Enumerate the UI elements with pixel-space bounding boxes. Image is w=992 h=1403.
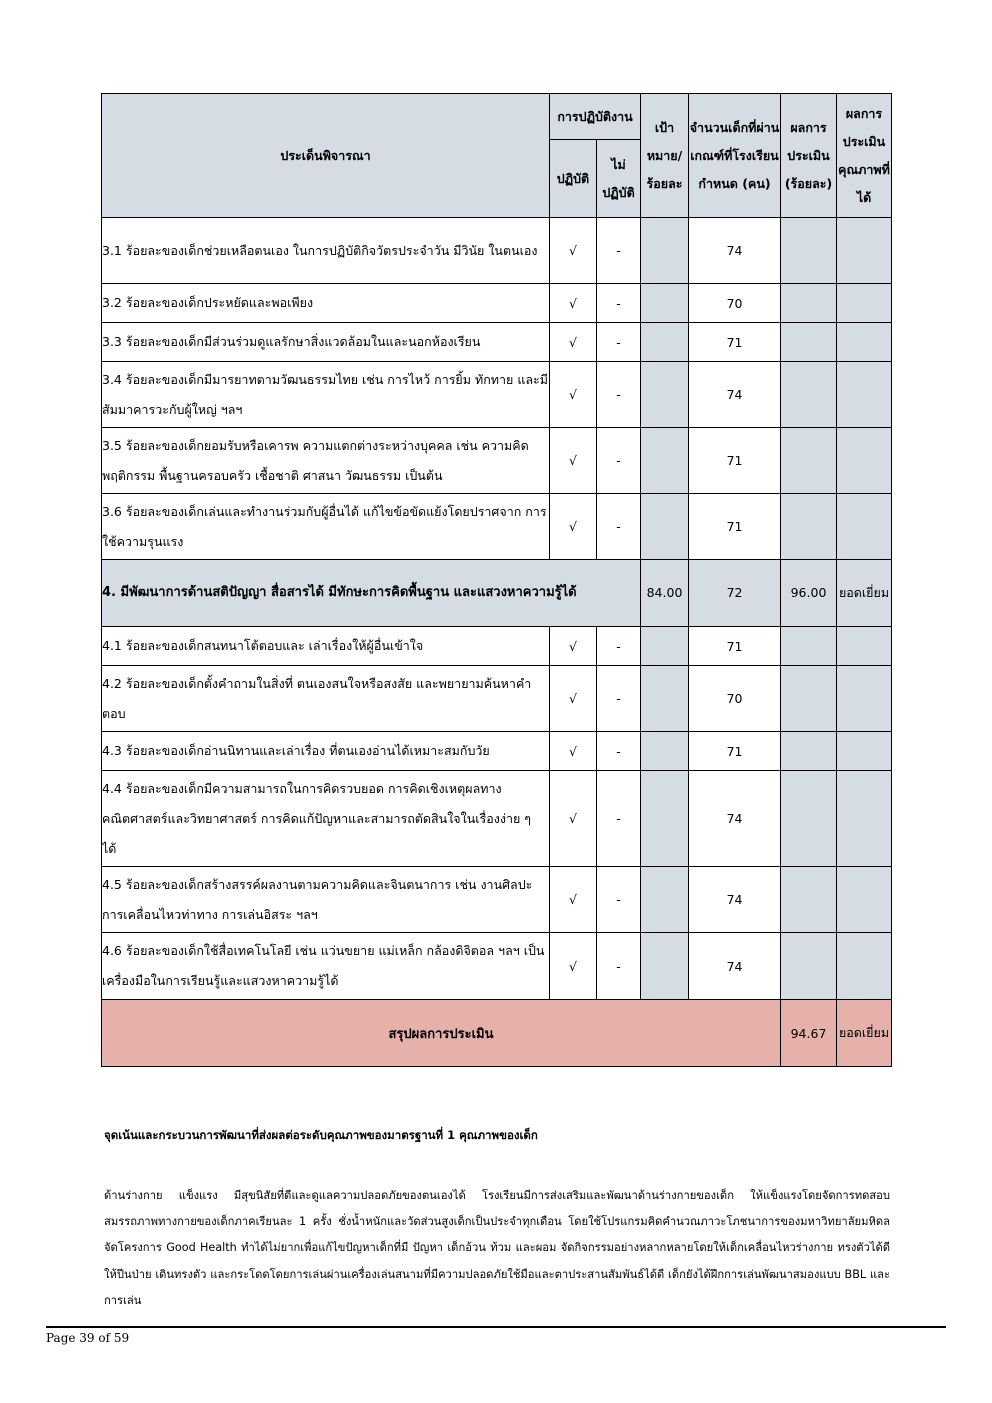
table-row (102, 284, 892, 323)
result-cell (781, 771, 837, 867)
focus-heading: จุดเน้นและกระบวนการพัฒนาที่ส่งผลต่อระดับคุณภาพของมาตรฐานที่ 1 คุณภาพของเด็ก (104, 1128, 538, 1142)
count-cell: 71 (689, 732, 781, 771)
target-cell (641, 771, 689, 867)
body-paragraph: ด้านร่างกาย แข็งแรง มีสุขนิสัยที่ดีและดูแลความปลอดภัยของตนเองได้ โรงเรียนมีการส่งเสริมและพัฒนาด้านร่างกายของเด็ก ให้แข็งแรงโดยจัดการทดสอบสมรรถภาพทางกายของเด็กภาคเรียนละ 1 ครั้ง ชั่งน้ำหนักและวัดส่วนสูงเด็กเป็นประจำทุกเดือน โดยใช้โปรแกรมคิดคำนวณภาวะโภชนาการของมหาวิทยาลัยมหิดลจัดโครงการ Good Health ทำได้ไม่ยากเพื่อแก้ไขปัญหาเด็กที่มี ปัญหา เด็กอ้วน ท้วม และผอม จัดกิจกรรมอย่างหลากหลายโดยให้เด็กเคลื่อนไหวร่างกาย ทรงตัวได้ดีให้ปีนป่าย เดินทรงตัว และกระโดดโดยการเล่นผ่านเครื่องเล่นสนามที่มีความปลอดภัยใช้มือและตาประสานสัมพันธ์ได้ดี เด็กยังได้ฝึกการเล่นพัฒนาสมองแบบ BBL และการเล่น (104, 1189, 890, 1307)
summary-result: 94.67 (781, 1000, 837, 1067)
dash-mark: - (597, 933, 641, 1000)
item-text: 3.1 ร้อยละของเด็กช่วยเหลือตนเอง ในการปฏิบัติกิจวัตรประจำวัน มีวินัย ในตนเอง (102, 218, 550, 284)
quality-cell (837, 771, 892, 867)
summary-row (102, 1000, 892, 1067)
header-practice: การปฏิบัติงาน (550, 94, 641, 140)
target-cell (641, 428, 689, 494)
count-cell: 74 (689, 867, 781, 933)
item-text: 3.2 ร้อยละของเด็กประหยัดและพอเพียง (102, 284, 550, 323)
result-cell (781, 362, 837, 428)
item-text: 3.5 ร้อยละของเด็กยอมรับหรือเคารพ ความแตกต่างระหว่างบุคคล เช่น ความคิด พฤติกรรม พื้นฐานครอบครัว เชื้อชาติ ศาสนา วัฒนธรรม เป็นต้น (102, 428, 550, 494)
count-cell: 74 (689, 771, 781, 867)
table-row (102, 666, 892, 732)
table-row (102, 323, 892, 362)
table-row (102, 732, 892, 771)
table-row (102, 867, 892, 933)
result-cell (781, 323, 837, 362)
item-text: 4.2 ร้อยละของเด็กตั้งคำถามในสิ่งที่ ตนเองสนใจหรือสงสัย และพยายามค้นหาคำตอบ (102, 666, 550, 732)
header-target: เป้าหมาย/ร้อยละ (641, 94, 689, 218)
result-cell (781, 494, 837, 560)
target-cell (641, 362, 689, 428)
category-quality: ยอดเยี่ยม (837, 560, 892, 627)
item-text: 3.6 ร้อยละของเด็กเล่นและทำงานร่วมกับผู้อื่นได้ แก้ไขข้อขัดแย้งโดยปราศจาก การใช้ความรุนแรง (102, 494, 550, 560)
quality-cell (837, 867, 892, 933)
summary-label: สรุปผลการประเมิน (102, 1000, 781, 1067)
target-cell (641, 284, 689, 323)
count-cell: 71 (689, 627, 781, 666)
quality-cell (837, 218, 892, 284)
table-row (102, 362, 892, 428)
item-text: 3.4 ร้อยละของเด็กมีมารยาทตามวัฒนธรรมไทย เช่น การไหว้ การยิ้ม ทักทาย และมีสัมมาคารวะกับผู้ใหญ่ ฯลฯ (102, 362, 550, 428)
quality-cell (837, 732, 892, 771)
result-cell (781, 867, 837, 933)
category-row (102, 560, 892, 627)
quality-cell (837, 362, 892, 428)
category-result: 96.00 (781, 560, 837, 627)
check-mark: √ (550, 323, 597, 362)
category-count: 72 (689, 560, 781, 627)
target-cell (641, 867, 689, 933)
dash-mark: - (597, 323, 641, 362)
quality-cell (837, 428, 892, 494)
result-cell (781, 284, 837, 323)
category-title: 4. มีพัฒนาการด้านสติปัญญา สื่อสารได้ มีทักษะการคิดพื้นฐาน และแสวงหาความรู้ได้ (102, 560, 641, 627)
count-cell: 74 (689, 362, 781, 428)
count-cell: 70 (689, 284, 781, 323)
item-text: 3.3 ร้อยละของเด็กมีส่วนร่วมดูแลรักษาสิ่งแวดล้อมในและนอกห้องเรียน (102, 323, 550, 362)
footer-divider (46, 1326, 946, 1328)
item-text: 4.5 ร้อยละของเด็กสร้างสรรค์ผลงานตามความคิดและจินตนาการ เช่น งานศิลปะ การเคลื่อนไหวท่าทาง การเล่นอิสระ ฯลฯ (102, 867, 550, 933)
evaluation-table (101, 93, 892, 1067)
table-row (102, 771, 892, 867)
header-quality: ผลการประเมินคุณภาพที่ได้ (837, 94, 892, 218)
dash-mark: - (597, 771, 641, 867)
category-target: 84.00 (641, 560, 689, 627)
dash-mark: - (597, 627, 641, 666)
summary-quality: ยอดเยี่ยม (837, 1000, 892, 1067)
target-cell (641, 933, 689, 1000)
count-cell: 74 (689, 933, 781, 1000)
check-mark: √ (550, 428, 597, 494)
quality-cell (837, 323, 892, 362)
target-cell (641, 218, 689, 284)
result-cell (781, 933, 837, 1000)
result-cell (781, 627, 837, 666)
table-row (102, 494, 892, 560)
target-cell (641, 323, 689, 362)
check-mark: √ (550, 284, 597, 323)
table-row (102, 627, 892, 666)
count-cell: 71 (689, 323, 781, 362)
quality-cell (837, 627, 892, 666)
target-cell (641, 627, 689, 666)
check-mark: √ (550, 666, 597, 732)
dash-mark: - (597, 428, 641, 494)
page-number: Page 39 of 59 (46, 1331, 130, 1345)
quality-cell (837, 933, 892, 1000)
dash-mark: - (597, 666, 641, 732)
dash-mark: - (597, 494, 641, 560)
item-text: 4.4 ร้อยละของเด็กมีความสามารถในการคิดรวบยอด การคิดเชิงเหตุผลทางคณิตศาสตร์และวิทยาศาสตร์ การคิดแก้ปัญหาและสามารถตัดสินใจในเรื่องง่าย ๆ ได้ (102, 771, 550, 867)
target-cell (641, 494, 689, 560)
check-mark: √ (550, 933, 597, 1000)
item-text: 4.3 ร้อยละของเด็กอ่านนิทานและเล่าเรื่อง ที่ตนเองอ่านได้เหมาะสมกับวัย (102, 732, 550, 771)
item-text: 4.6 ร้อยละของเด็กใช้สื่อเทคโนโลยี เช่น แว่นขยาย แม่เหล็ก กล้องดิจิตอล ฯลฯ เป็นเครื่องมือในการเรียนรู้และแสวงหาความรู้ได้ (102, 933, 550, 1000)
target-cell (641, 732, 689, 771)
count-cell: 74 (689, 218, 781, 284)
header-not-do: ไม่ปฏิบัติ (597, 140, 641, 218)
result-cell (781, 428, 837, 494)
check-mark: √ (550, 494, 597, 560)
count-cell: 70 (689, 666, 781, 732)
check-mark: √ (550, 867, 597, 933)
result-cell (781, 218, 837, 284)
quality-cell (837, 666, 892, 732)
header-topic: ประเด็นพิจารณา (102, 94, 550, 218)
item-text: 4.1 ร้อยละของเด็กสนทนาโต้ตอบและ เล่าเรื่องให้ผู้อื่นเข้าใจ (102, 627, 550, 666)
target-cell (641, 666, 689, 732)
dash-mark: - (597, 732, 641, 771)
dash-mark: - (597, 284, 641, 323)
table-row (102, 218, 892, 284)
check-mark: √ (550, 362, 597, 428)
result-cell (781, 666, 837, 732)
check-mark: √ (550, 218, 597, 284)
header-result-percent: ผลการประเมิน (ร้อยละ) (781, 94, 837, 218)
header-do: ปฏิบัติ (550, 140, 597, 218)
dash-mark: - (597, 362, 641, 428)
quality-cell (837, 494, 892, 560)
quality-cell (837, 284, 892, 323)
count-cell: 71 (689, 428, 781, 494)
result-cell (781, 732, 837, 771)
check-mark: √ (550, 771, 597, 867)
check-mark: √ (550, 627, 597, 666)
count-cell: 71 (689, 494, 781, 560)
dash-mark: - (597, 867, 641, 933)
check-mark: √ (550, 732, 597, 771)
table-row (102, 933, 892, 1000)
header-passed-count: จำนวนเด็กที่ผ่านเกณฑ์ที่โรงเรียนกำหนด (คน) (689, 94, 781, 218)
table-row (102, 428, 892, 494)
dash-mark: - (597, 218, 641, 284)
